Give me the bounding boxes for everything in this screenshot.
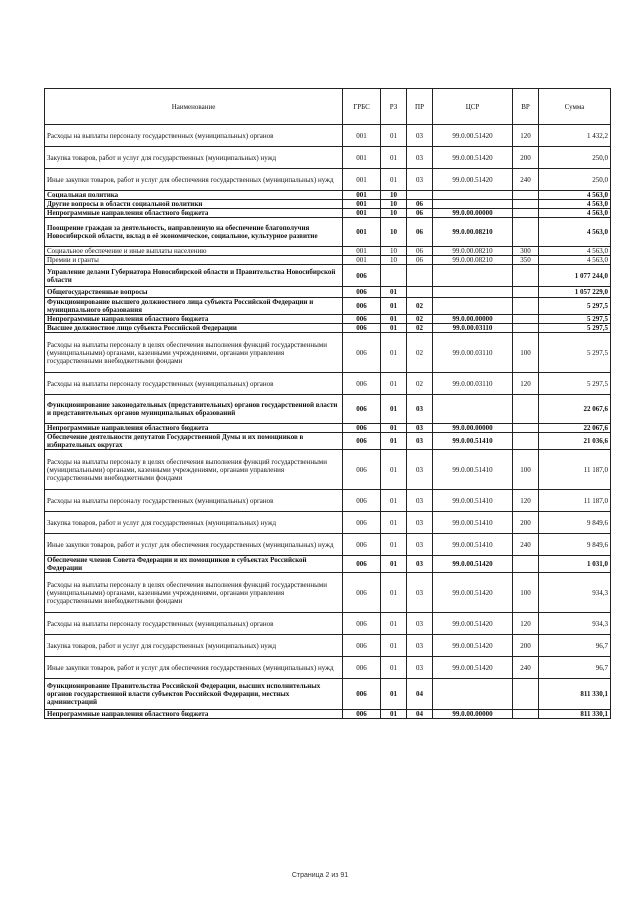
table-body bbox=[45, 125, 611, 719]
cell-csr: 99.0.00.00000 bbox=[433, 209, 513, 218]
cell-csr: 99.0.00.51420 bbox=[433, 635, 513, 657]
cell-rz: 01 bbox=[381, 490, 407, 512]
cell-pr: 06 bbox=[407, 218, 433, 247]
cell-grbs: 001 bbox=[343, 247, 381, 256]
cell-csr: 99.0.00.51420 bbox=[433, 657, 513, 679]
cell-sum: 5 297,5 bbox=[539, 333, 611, 373]
cell-pr: 03 bbox=[407, 534, 433, 556]
cell-vr: 120 bbox=[513, 373, 539, 395]
cell-pr: 03 bbox=[407, 424, 433, 433]
table-row bbox=[45, 395, 611, 424]
cell-grbs: 006 bbox=[343, 512, 381, 534]
cell-csr: 99.0.00.51410 bbox=[433, 433, 513, 450]
cell-sum: 4 563,0 bbox=[539, 191, 611, 200]
header-vr: ВР bbox=[513, 89, 539, 125]
cell-csr bbox=[433, 265, 513, 287]
cell-grbs: 001 bbox=[343, 125, 381, 147]
cell-vr: 100 bbox=[513, 333, 539, 373]
cell-rz: 10 bbox=[381, 200, 407, 209]
cell-rz: 10 bbox=[381, 218, 407, 247]
table-row bbox=[45, 298, 611, 315]
cell-grbs: 006 bbox=[343, 490, 381, 512]
cell-csr: 99.0.00.51420 bbox=[433, 147, 513, 169]
cell-name: Управление делами Губернатора Новосибирской области и Правительства Новосибирской области bbox=[45, 265, 343, 287]
cell-grbs: 006 bbox=[343, 373, 381, 395]
table-row bbox=[45, 265, 611, 287]
cell-vr bbox=[513, 710, 539, 719]
cell-vr: 100 bbox=[513, 450, 539, 490]
cell-sum: 1 432,2 bbox=[539, 125, 611, 147]
cell-vr: 120 bbox=[513, 613, 539, 635]
cell-pr: 03 bbox=[407, 512, 433, 534]
cell-rz: 01 bbox=[381, 573, 407, 613]
table-row bbox=[45, 534, 611, 556]
cell-pr: 03 bbox=[407, 635, 433, 657]
cell-sum: 5 297,5 bbox=[539, 315, 611, 324]
table-row bbox=[45, 635, 611, 657]
cell-pr bbox=[407, 287, 433, 298]
cell-rz: 01 bbox=[381, 556, 407, 573]
cell-pr: 03 bbox=[407, 657, 433, 679]
cell-csr bbox=[433, 298, 513, 315]
cell-vr bbox=[513, 209, 539, 218]
cell-grbs: 006 bbox=[343, 315, 381, 324]
cell-csr: 99.0.00.51410 bbox=[433, 512, 513, 534]
cell-vr bbox=[513, 218, 539, 247]
cell-vr bbox=[513, 200, 539, 209]
table-header-row bbox=[45, 89, 611, 125]
cell-grbs: 006 bbox=[343, 534, 381, 556]
cell-name: Общегосударственные вопросы bbox=[45, 287, 343, 298]
cell-grbs: 006 bbox=[343, 710, 381, 719]
cell-name: Непрограммные направления областного бюджета bbox=[45, 424, 343, 433]
cell-csr bbox=[433, 679, 513, 710]
cell-pr: 06 bbox=[407, 209, 433, 218]
table-row bbox=[45, 512, 611, 534]
cell-name: Закупка товаров, работ и услуг для государственных (муниципальных) нужд bbox=[45, 512, 343, 534]
page-footer: Страница 2 из 91 bbox=[291, 872, 349, 879]
header-sum: Сумма bbox=[539, 89, 611, 125]
cell-grbs: 006 bbox=[343, 556, 381, 573]
cell-name: Непрограммные направления областного бюджета bbox=[45, 315, 343, 324]
cell-sum: 22 067,6 bbox=[539, 395, 611, 424]
cell-sum: 250,0 bbox=[539, 169, 611, 191]
cell-vr bbox=[513, 556, 539, 573]
cell-rz: 01 bbox=[381, 373, 407, 395]
cell-name: Закупка товаров, работ и услуг для государственных (муниципальных) нужд bbox=[45, 635, 343, 657]
cell-sum: 96,7 bbox=[539, 635, 611, 657]
cell-pr: 02 bbox=[407, 298, 433, 315]
cell-grbs: 006 bbox=[343, 679, 381, 710]
cell-pr: 02 bbox=[407, 324, 433, 333]
cell-grbs: 001 bbox=[343, 209, 381, 218]
cell-vr: 120 bbox=[513, 490, 539, 512]
table-row bbox=[45, 573, 611, 613]
cell-csr: 99.0.00.00000 bbox=[433, 424, 513, 433]
table-row bbox=[45, 125, 611, 147]
header-rz: РЗ bbox=[381, 89, 407, 125]
cell-name: Функционирование законодательных (представительных) органов государственной власти и представительных органов муниципальных образований bbox=[45, 395, 343, 424]
table-row bbox=[45, 315, 611, 324]
cell-name: Расходы на выплаты персоналу государственных (муниципальных) органов bbox=[45, 613, 343, 635]
cell-grbs: 006 bbox=[343, 635, 381, 657]
cell-vr: 200 bbox=[513, 147, 539, 169]
header-csr: ЦСР bbox=[433, 89, 513, 125]
cell-name: Непрограммные направления областного бюджета bbox=[45, 710, 343, 719]
cell-csr: 99.0.00.51420 bbox=[433, 573, 513, 613]
cell-name: Обеспечение деятельности депутатов Государственной Думы и их помощников в избирательных округах bbox=[45, 433, 343, 450]
cell-rz: 01 bbox=[381, 287, 407, 298]
cell-csr bbox=[433, 200, 513, 209]
cell-sum: 811 330,1 bbox=[539, 679, 611, 710]
cell-vr bbox=[513, 315, 539, 324]
cell-rz: 01 bbox=[381, 679, 407, 710]
table-row bbox=[45, 657, 611, 679]
cell-sum: 9 849,6 bbox=[539, 534, 611, 556]
cell-vr: 200 bbox=[513, 512, 539, 534]
cell-rz: 01 bbox=[381, 710, 407, 719]
cell-pr: 03 bbox=[407, 125, 433, 147]
cell-csr: 99.0.00.03110 bbox=[433, 333, 513, 373]
cell-pr: 03 bbox=[407, 613, 433, 635]
cell-pr: 03 bbox=[407, 169, 433, 191]
cell-name: Иные закупки товаров, работ и услуг для обеспечения государственных (муниципальных) нужд bbox=[45, 657, 343, 679]
cell-name: Непрограммные направления областного бюджета bbox=[45, 209, 343, 218]
cell-rz: 10 bbox=[381, 191, 407, 200]
cell-rz: 10 bbox=[381, 256, 407, 265]
cell-name: Иные закупки товаров, работ и услуг для обеспечения государственных (муниципальных) нужд bbox=[45, 534, 343, 556]
cell-sum: 9 849,6 bbox=[539, 512, 611, 534]
table-row bbox=[45, 147, 611, 169]
header-pr: ПР bbox=[407, 89, 433, 125]
cell-grbs: 006 bbox=[343, 265, 381, 287]
table-row bbox=[45, 256, 611, 265]
cell-vr bbox=[513, 433, 539, 450]
cell-grbs: 006 bbox=[343, 333, 381, 373]
table-row bbox=[45, 324, 611, 333]
cell-rz: 01 bbox=[381, 613, 407, 635]
header-name: Наименование bbox=[45, 89, 343, 125]
table-row bbox=[45, 556, 611, 573]
cell-name: Высшее должностное лицо субъекта Российской Федерации bbox=[45, 324, 343, 333]
cell-grbs: 001 bbox=[343, 169, 381, 191]
cell-csr: 99.0.00.08210 bbox=[433, 247, 513, 256]
table-row bbox=[45, 710, 611, 719]
cell-csr: 99.0.00.51420 bbox=[433, 169, 513, 191]
cell-grbs: 006 bbox=[343, 298, 381, 315]
cell-pr: 02 bbox=[407, 373, 433, 395]
cell-rz: 01 bbox=[381, 169, 407, 191]
cell-name: Расходы на выплаты персоналу в целях обеспечения выполнения функций государственными (муниципальными) органами, казенными учреждениями, органами управления государственными внебюджетными фондами bbox=[45, 450, 343, 490]
cell-rz: 01 bbox=[381, 125, 407, 147]
cell-grbs: 006 bbox=[343, 450, 381, 490]
cell-vr bbox=[513, 324, 539, 333]
cell-pr: 04 bbox=[407, 710, 433, 719]
cell-rz: 01 bbox=[381, 424, 407, 433]
cell-rz: 10 bbox=[381, 247, 407, 256]
cell-vr bbox=[513, 679, 539, 710]
cell-sum: 96,7 bbox=[539, 657, 611, 679]
cell-sum: 811 330,1 bbox=[539, 710, 611, 719]
cell-csr: 99.0.00.51420 bbox=[433, 125, 513, 147]
cell-sum: 4 563,0 bbox=[539, 218, 611, 247]
cell-rz bbox=[381, 265, 407, 287]
cell-pr: 04 bbox=[407, 679, 433, 710]
cell-rz: 10 bbox=[381, 209, 407, 218]
cell-name: Расходы на выплаты персоналу в целях обеспечения выполнения функций государственными (муниципальными) органами, казенными учреждениями, органами управления государственными внебюджетными фондами bbox=[45, 333, 343, 373]
cell-name: Иные закупки товаров, работ и услуг для обеспечения государственных (муниципальных) нужд bbox=[45, 169, 343, 191]
cell-sum: 11 187,0 bbox=[539, 450, 611, 490]
cell-grbs: 006 bbox=[343, 395, 381, 424]
cell-grbs: 006 bbox=[343, 287, 381, 298]
cell-grbs: 006 bbox=[343, 657, 381, 679]
table-row bbox=[45, 679, 611, 710]
cell-vr: 240 bbox=[513, 657, 539, 679]
cell-vr bbox=[513, 424, 539, 433]
cell-pr: 03 bbox=[407, 395, 433, 424]
cell-sum: 4 563,0 bbox=[539, 247, 611, 256]
cell-sum: 21 036,6 bbox=[539, 433, 611, 450]
header-grbs: ГРБС bbox=[343, 89, 381, 125]
cell-pr: 03 bbox=[407, 490, 433, 512]
cell-rz: 01 bbox=[381, 512, 407, 534]
cell-name: Другие вопросы в области социальной политики bbox=[45, 200, 343, 209]
cell-sum: 250,0 bbox=[539, 147, 611, 169]
cell-csr: 99.0.00.51420 bbox=[433, 613, 513, 635]
cell-sum: 11 187,0 bbox=[539, 490, 611, 512]
cell-vr bbox=[513, 191, 539, 200]
cell-grbs: 001 bbox=[343, 218, 381, 247]
cell-pr: 06 bbox=[407, 256, 433, 265]
table-row bbox=[45, 450, 611, 490]
cell-vr bbox=[513, 265, 539, 287]
cell-grbs: 001 bbox=[343, 147, 381, 169]
cell-csr: 99.0.00.51410 bbox=[433, 450, 513, 490]
cell-sum: 934,3 bbox=[539, 613, 611, 635]
cell-pr: 02 bbox=[407, 333, 433, 373]
cell-csr: 99.0.00.00000 bbox=[433, 710, 513, 719]
table-row bbox=[45, 333, 611, 373]
cell-csr: 99.0.00.08210 bbox=[433, 256, 513, 265]
cell-vr: 240 bbox=[513, 534, 539, 556]
cell-sum: 4 563,0 bbox=[539, 200, 611, 209]
cell-csr bbox=[433, 287, 513, 298]
cell-pr: 03 bbox=[407, 433, 433, 450]
cell-vr: 100 bbox=[513, 573, 539, 613]
cell-csr: 99.0.00.51410 bbox=[433, 534, 513, 556]
cell-pr: 03 bbox=[407, 556, 433, 573]
cell-pr: 03 bbox=[407, 573, 433, 613]
table-row bbox=[45, 490, 611, 512]
cell-grbs: 006 bbox=[343, 613, 381, 635]
cell-rz: 01 bbox=[381, 635, 407, 657]
cell-csr: 99.0.00.08210 bbox=[433, 218, 513, 247]
cell-sum: 1 057 229,0 bbox=[539, 287, 611, 298]
cell-grbs: 001 bbox=[343, 200, 381, 209]
cell-rz: 01 bbox=[381, 298, 407, 315]
cell-vr: 120 bbox=[513, 125, 539, 147]
cell-csr: 99.0.00.00000 bbox=[433, 315, 513, 324]
table-row bbox=[45, 209, 611, 218]
cell-grbs: 006 bbox=[343, 573, 381, 613]
cell-csr bbox=[433, 395, 513, 424]
table-row bbox=[45, 169, 611, 191]
cell-rz: 01 bbox=[381, 534, 407, 556]
table-row bbox=[45, 247, 611, 256]
cell-name: Расходы на выплаты персоналу государственных (муниципальных) органов bbox=[45, 490, 343, 512]
cell-pr: 03 bbox=[407, 147, 433, 169]
cell-rz: 01 bbox=[381, 657, 407, 679]
cell-sum: 5 297,5 bbox=[539, 373, 611, 395]
table-row bbox=[45, 287, 611, 298]
cell-pr: 03 bbox=[407, 450, 433, 490]
cell-csr bbox=[433, 191, 513, 200]
cell-grbs: 006 bbox=[343, 324, 381, 333]
cell-pr: 02 bbox=[407, 315, 433, 324]
cell-name: Премии и гранты bbox=[45, 256, 343, 265]
cell-vr: 240 bbox=[513, 169, 539, 191]
cell-csr: 99.0.00.51420 bbox=[433, 556, 513, 573]
table-row bbox=[45, 200, 611, 209]
cell-vr: 300 bbox=[513, 247, 539, 256]
cell-csr: 99.0.00.03110 bbox=[433, 324, 513, 333]
cell-csr: 99.0.00.51410 bbox=[433, 490, 513, 512]
cell-pr: 06 bbox=[407, 247, 433, 256]
cell-pr bbox=[407, 265, 433, 287]
cell-pr bbox=[407, 191, 433, 200]
cell-name: Расходы на выплаты персоналу государственных (муниципальных) органов bbox=[45, 125, 343, 147]
cell-rz: 01 bbox=[381, 324, 407, 333]
cell-vr bbox=[513, 287, 539, 298]
table-row bbox=[45, 613, 611, 635]
cell-sum: 5 297,5 bbox=[539, 324, 611, 333]
cell-rz: 01 bbox=[381, 433, 407, 450]
table-row bbox=[45, 373, 611, 395]
cell-sum: 1 077 244,0 bbox=[539, 265, 611, 287]
table-row bbox=[45, 433, 611, 450]
cell-sum: 934,3 bbox=[539, 573, 611, 613]
cell-rz: 01 bbox=[381, 315, 407, 324]
cell-name: Социальное обеспечение и иные выплаты населению bbox=[45, 247, 343, 256]
cell-vr bbox=[513, 395, 539, 424]
cell-grbs: 001 bbox=[343, 256, 381, 265]
budget-table bbox=[44, 88, 611, 719]
cell-name: Поощрение граждан за деятельность, направленную на обеспечение благополучия Новосибирской области, вклад в её экономическое, социальное, культурное развитие bbox=[45, 218, 343, 247]
table-row bbox=[45, 218, 611, 247]
cell-rz: 01 bbox=[381, 333, 407, 373]
cell-sum: 1 031,0 bbox=[539, 556, 611, 573]
table-row bbox=[45, 424, 611, 433]
cell-name: Расходы на выплаты персоналу в целях обеспечения выполнения функций государственными (муниципальными) органами, казенными учреждениями, органами управления государственными внебюджетными фондами bbox=[45, 573, 343, 613]
cell-rz: 01 bbox=[381, 450, 407, 490]
cell-sum: 5 297,5 bbox=[539, 298, 611, 315]
cell-pr: 06 bbox=[407, 200, 433, 209]
cell-sum: 22 067,6 bbox=[539, 424, 611, 433]
cell-name: Расходы на выплаты персоналу государственных (муниципальных) органов bbox=[45, 373, 343, 395]
cell-grbs: 006 bbox=[343, 433, 381, 450]
table-row bbox=[45, 191, 611, 200]
cell-name: Функционирование высшего должностного лица субъекта Российской Федерации и муниципального образования bbox=[45, 298, 343, 315]
cell-rz: 01 bbox=[381, 395, 407, 424]
cell-vr bbox=[513, 298, 539, 315]
cell-vr: 350 bbox=[513, 256, 539, 265]
cell-csr: 99.0.00.03110 bbox=[433, 373, 513, 395]
cell-name: Функционирование Правительства Российской Федерации, высших исполнительных органов государственной власти субъектов Российской Федерации, местных администраций bbox=[45, 679, 343, 710]
cell-grbs: 001 bbox=[343, 191, 381, 200]
cell-rz: 01 bbox=[381, 147, 407, 169]
cell-name: Закупка товаров, работ и услуг для государственных (муниципальных) нужд bbox=[45, 147, 343, 169]
cell-name: Обеспечение членов Совета Федерации и их помощников в субъектах Российской Федерации bbox=[45, 556, 343, 573]
cell-name: Социальная политика bbox=[45, 191, 343, 200]
cell-sum: 4 563,0 bbox=[539, 209, 611, 218]
cell-sum: 4 563,0 bbox=[539, 256, 611, 265]
cell-vr: 200 bbox=[513, 635, 539, 657]
cell-grbs: 006 bbox=[343, 424, 381, 433]
